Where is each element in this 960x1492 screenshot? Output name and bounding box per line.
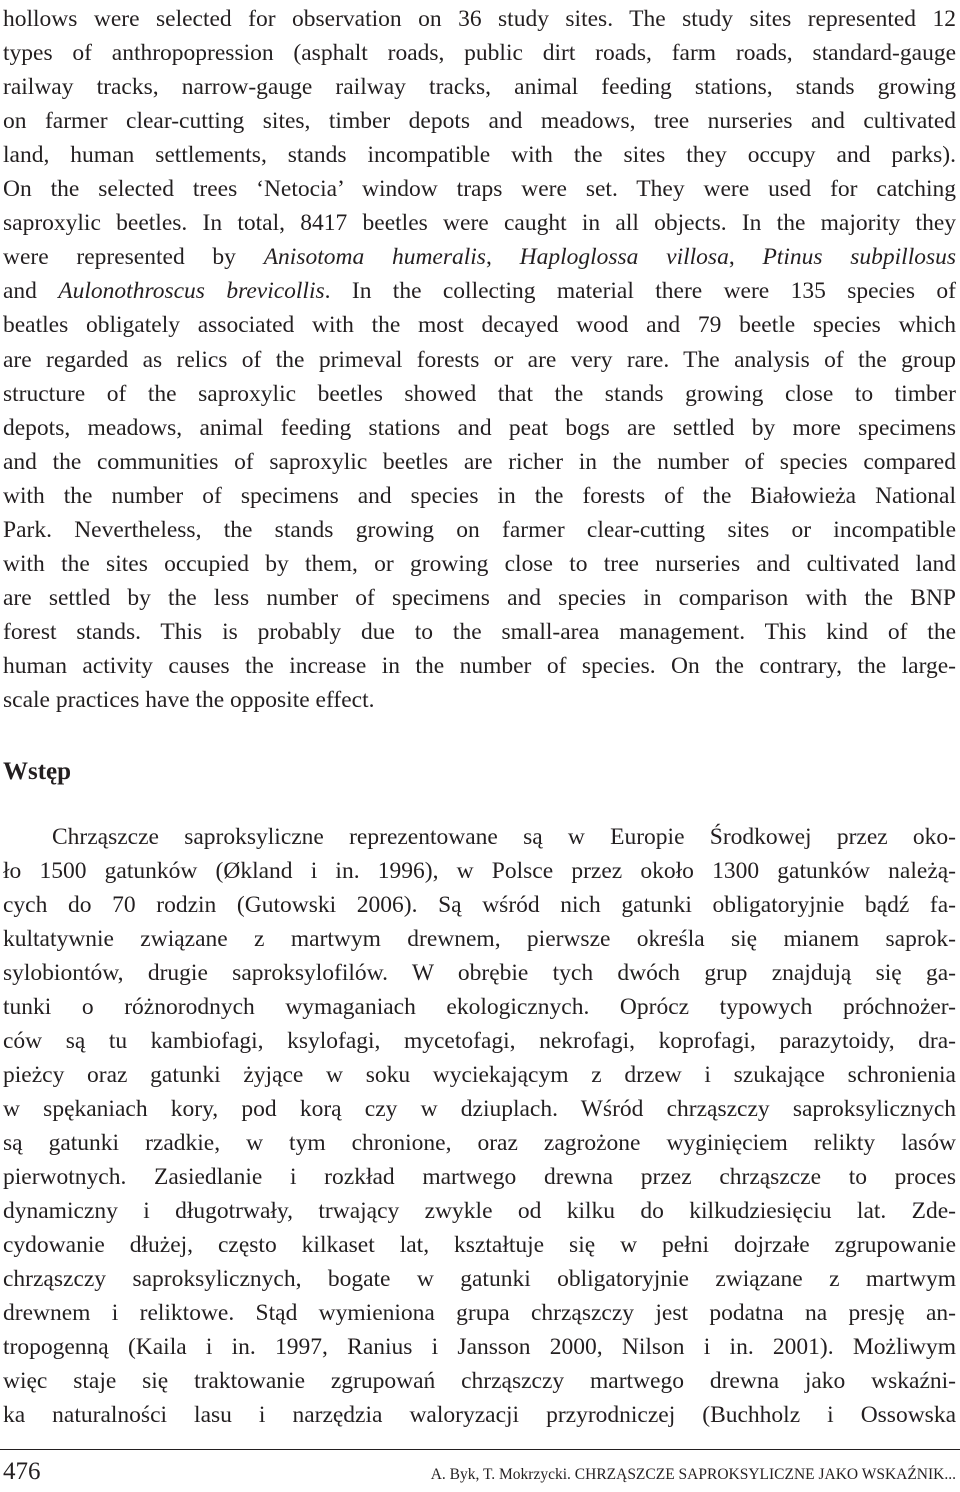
paragraph-line: kultatywnie związane z martwym drewnem, pierwsze określa się mianem saprok- bbox=[3, 926, 956, 952]
paragraph-line: dynamiczny i długotrwały, trwający zwykle od kilku do kilkudziesięciu lat. Zde- bbox=[3, 1198, 956, 1224]
summary-line: on farmer clear-cutting sites, timber depots and meadows, tree nurseries and cultivated bbox=[3, 108, 956, 135]
text-segment: . In the collecting material there were 135 species of bbox=[324, 278, 956, 305]
summary-line: types of anthropopression (asphalt roads, public dirt roads, farm roads, standard-gauge bbox=[3, 40, 956, 67]
paragraph-line: cych do 70 rodzin (Gutowski 2006). Są wśród nich gatunki obligatoryjnie bądź fa- bbox=[3, 892, 956, 918]
paragraph-line: ło 1500 gatunków (Økland i in. 1996), w Polsce przez około 1300 gatunków należą- bbox=[3, 858, 956, 884]
paragraph-line: tunki o różnorodnych wymaganiach ekologicznych. Oprócz typowych próchnożer- bbox=[3, 994, 956, 1020]
summary-line: On the selected trees ‘Netocia’ window traps were set. They were used for catching bbox=[3, 176, 956, 203]
summary-line bbox=[3, 274, 956, 308]
text-segment: and bbox=[3, 278, 59, 305]
summary-line: with the number of specimens and species in the forests of the Białowieża National bbox=[3, 482, 956, 509]
summary-line bbox=[3, 240, 956, 274]
paragraph-line: tropogenną (Kaila i in. 1997, Ranius i Jansson 2000, Nilson i in. 2001). Możliwym bbox=[3, 1334, 956, 1360]
summary-line: are regarded as relics of the primeval forests or are very rare. The analysis of the group bbox=[3, 346, 956, 373]
summary-line: hollows were selected for observation on 36 study sites. The study sites represented 12 bbox=[3, 6, 956, 32]
summary-line: Park. Nevertheless, the stands growing on farmer clear-cutting sites or incompatible bbox=[3, 516, 956, 543]
paragraph-line: pierwotnych. Zasiedlanie i rozkład martwego drewna przez chrząszcze to proces bbox=[3, 1164, 956, 1190]
paragraph-line: Chrząszcze saproksyliczne reprezentowane są w Europie Środkowej przez oko- bbox=[52, 824, 956, 850]
summary-line: land, human settlements, stands incompatible with the sites they occupy and parks). bbox=[3, 142, 956, 169]
text-segment: , bbox=[728, 244, 763, 271]
summary-line: structure of the saproxylic beetles showed that the stands growing close to timber bbox=[3, 380, 956, 407]
paragraph-line: pieżcy oraz gatunki żyjące w soku wyciekającym z drzew i szukające schronienia bbox=[3, 1062, 956, 1088]
paragraph-line: drewnem i reliktowe. Stąd wymieniona grupa chrząszczy jest podatna na presję an- bbox=[3, 1300, 956, 1326]
paragraph-line: ka naturalności lasu i narzędzia waloryzacji przyrodniczej (Buchholz i Ossowska bbox=[3, 1402, 956, 1428]
summary-line: railway tracks, narrow-gauge railway tracks, animal feeding stations, stands growing bbox=[3, 74, 956, 101]
text-segment: were represented by bbox=[3, 244, 264, 271]
paragraph-line: są gatunki rzadkie, w tym chronione, oraz zagrożone wyginięciem relikty lasów bbox=[3, 1130, 956, 1156]
species-name: Ptinus subpillosus bbox=[762, 244, 956, 271]
species-name: Haploglossa villosa bbox=[519, 244, 729, 271]
summary-line: and the communities of saproxylic beetles are richer in the number of species compared bbox=[3, 448, 956, 475]
paragraph-line: chrząszczy saproksylicznych, bogate w gatunki obligatoryjnie związane z martwym bbox=[3, 1266, 956, 1292]
paragraph-line: ców są tu kambiofagi, ksylofagi, mycetofagi, nekrofagi, koprofagi, parazytoidy, dra- bbox=[3, 1028, 956, 1054]
summary-line: are settled by the less number of specimens and species in comparison with the BNP bbox=[3, 584, 956, 611]
paragraph-line: cydowanie dłużej, często kilkaset lat, kształtuje się w pełni dojrzałe zgrupowanie bbox=[3, 1232, 956, 1258]
paragraph-line: więc staje się traktowanie zgrupowań chrząszczy martwego drewna jako wskaźni- bbox=[3, 1368, 956, 1394]
species-name: Aulonothroscus brevicollis bbox=[58, 278, 325, 305]
page-number: 476 bbox=[3, 1458, 41, 1485]
footer-rule bbox=[0, 1449, 960, 1450]
running-head: A. Byk, T. Mokrzycki. CHRZĄSZCZE SAPROKSYLICZNE JAKO WSKAŹNIK... bbox=[430, 1466, 956, 1483]
summary-line: forest stands. This is probably due to the small-area management. This kind of the bbox=[3, 618, 956, 645]
summary-line: with the sites occupied by them, or growing close to tree nurseries and cultivated land bbox=[3, 550, 956, 577]
paragraph-line: w spękaniach kory, pod korą czy w dziuplach. Wśród chrząszczy saproksylicznych bbox=[3, 1096, 956, 1122]
summary-line: beatles obligately associated with the most decayed wood and 79 beetle species which bbox=[3, 312, 956, 339]
species-name: Anisotoma humeralis bbox=[263, 244, 486, 271]
paragraph-line: sylobiontów, drugie saproksylofilów. W obrębie tych dwóch grup znajdują się ga- bbox=[3, 960, 956, 986]
summary-line: human activity causes the increase in the number of species. On the contrary, the large- bbox=[3, 652, 956, 679]
summary-line: scale practices have the opposite effect. bbox=[3, 687, 375, 713]
section-heading: Wstęp bbox=[3, 758, 72, 785]
summary-line: saproxylic beetles. In total, 8417 beetles were caught in all objects. In the majority they bbox=[3, 210, 956, 237]
text-segment: , bbox=[485, 244, 520, 271]
summary-line: depots, meadows, animal feeding stations and peat bogs are settled by more specimens bbox=[3, 414, 956, 441]
